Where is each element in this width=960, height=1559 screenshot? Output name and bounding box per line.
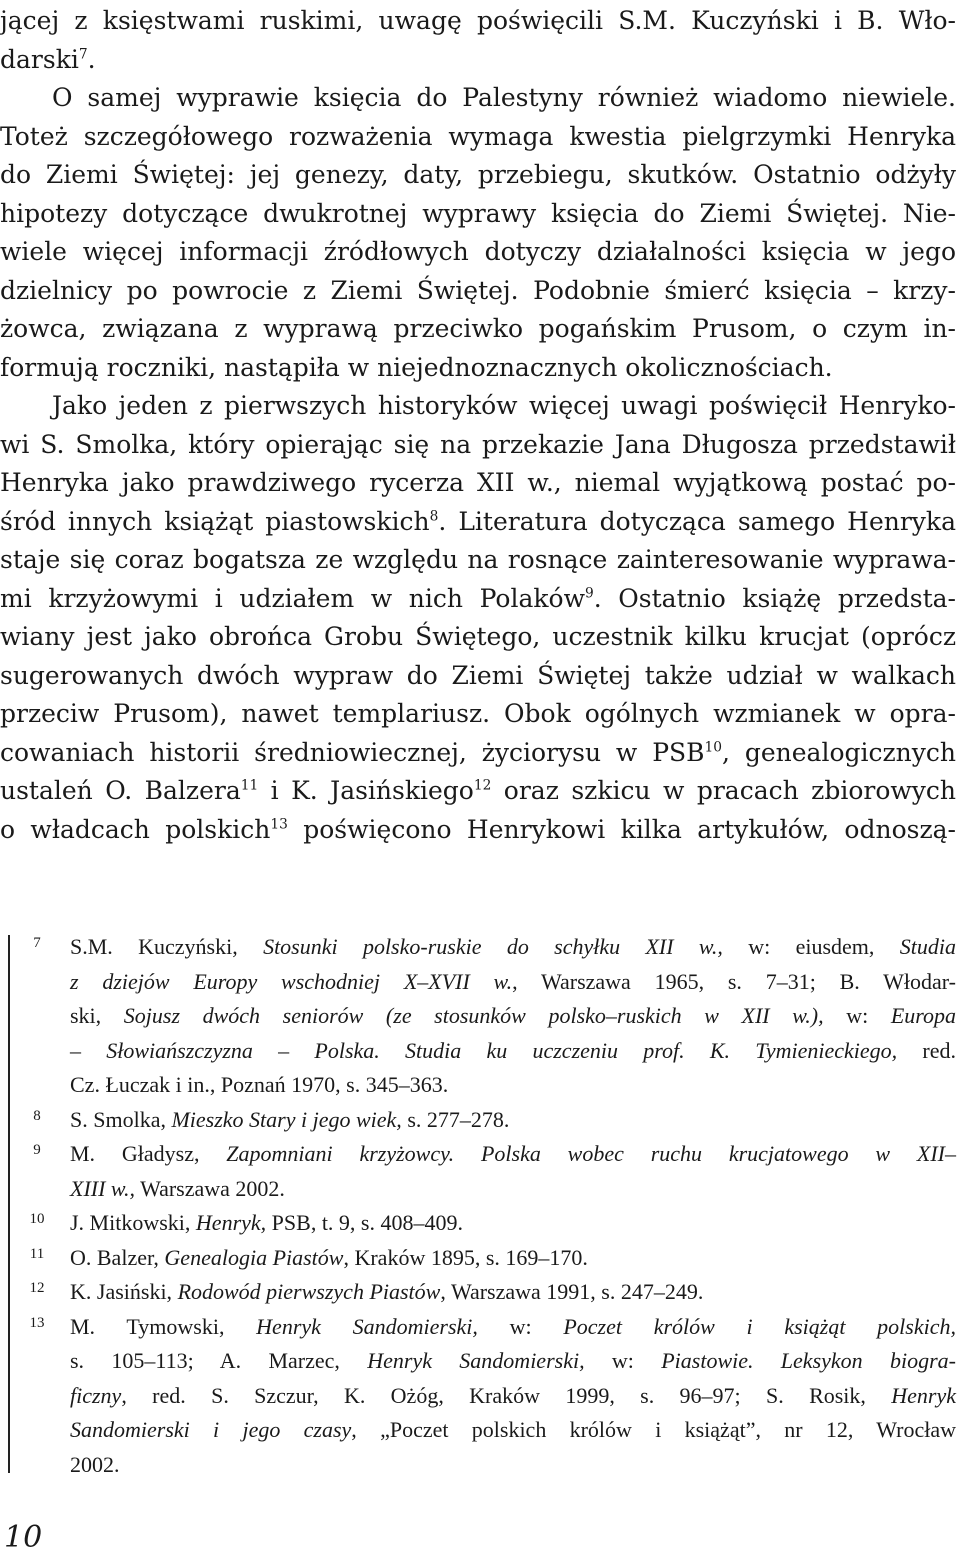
page-number: 10 — [4, 1520, 43, 1555]
footnote — [0, 1275, 956, 1310]
footnote-number: 11 — [29, 1245, 45, 1262]
body-line: formują roczniki, nastąpiła w niejednoznacznych okolicznościach. — [0, 352, 833, 382]
body-line: Henryka jako prawdziwego rycerza XII w., niemal wyjątkową postać po- — [0, 468, 956, 497]
body-line: hipotezy dotyczące dwukrotnej wyprawy księcia do Ziemi Świętej. Nie- — [0, 198, 956, 228]
body-line: ustaleń O. Balzera$^{11}$ i K. Jasińskiego$^{12}$ oraz szkicu w pracach zbiorowych — [0, 776, 956, 805]
body-line: żowca, związana z wyprawą przeciwko pogańskim Prusom, o czym in- — [0, 314, 956, 343]
body-line: dzielnicy po powrocie z Ziemi Świętej. Podobnie śmierć księcia – krzy- — [0, 275, 956, 305]
body-line: śród innych książąt piastowskich$^8$. Literatura dotycząca samego Henryka — [0, 506, 956, 536]
footnote-number: 9 — [33, 1142, 41, 1158]
body-line: staje się coraz bogatsza ze względu na rosnące zainteresowanie wyprawa- — [0, 545, 956, 574]
body-line: wiele więcej informacji źródłowych dotyczy działalności księcia w jego — [0, 237, 956, 266]
body-line: wi S. Smolka, który opierając się na przekazie Jana Długosza przedstawił — [0, 429, 956, 459]
footnote — [0, 1103, 956, 1138]
footnote — [0, 1310, 956, 1483]
body-line: Toteż szczegółowego rozważenia wymaga kwestia pielgrzymki Henryka — [0, 121, 956, 151]
body-line: Jako jeden z pierwszych historyków więcej uwagi poświęcił Henryko- — [52, 391, 956, 420]
footnote-ref: 9 — [584, 585, 594, 602]
footnote-ref: 13 — [270, 816, 288, 833]
footnote-ref: 8 — [429, 508, 439, 525]
footnote-ref: 12 — [473, 777, 492, 794]
footnote — [0, 1137, 956, 1206]
footnote-ref: 10 — [704, 739, 723, 756]
footnote-ref: 11 — [240, 777, 259, 794]
footnote-ref: 7 — [78, 46, 88, 63]
footnote-number: 7 — [33, 935, 41, 951]
body-line: darski$^7$. — [0, 44, 96, 74]
body-line: O samej wyprawie księcia do Palestyny również wiadomo niewiele. — [52, 83, 956, 112]
body-line: o władcach polskich$^{13}$ poświęcono Henrykowi kilka artykułów, odnoszą- — [0, 814, 956, 844]
footnote-text: O. Balzer, Genealogia Piastów, Kraków 1895, s. 169–170. — [70, 1244, 588, 1270]
body-line: wiany jest jako obrońca Grobu Świętego, uczestnik kilku krucjat (oprócz — [0, 622, 956, 651]
body-line: sugerowanych dwóch wypraw do Ziemi Świętej także udział w walkach — [0, 660, 956, 690]
body-line: cowaniach historii średniowiecznej, życiorysu w PSB$^{10}$, genealogicznych — [0, 737, 956, 767]
footnote-text: S. Smolka, Mieszko Stary i jego wiek, s. 277–278. — [70, 1106, 510, 1132]
footnote-number: 13 — [29, 1314, 45, 1331]
footnote-text: S.M. Kuczyński, Stosunki polsko-ruskie do schyłku XII w., w: eiusdem, Studia z dziejów Europy wschodniej X–XVII w., Warszawa 1965, s. 7–31; B. Włodar- ski, Sojusz dwóch seniorów (ze stosunków polsko–ruskich w XII w.), w: Europa – Słowiańszczyzna – Polska. Studia ku uczczeniu prof. K. Tymienieckiego, red. Cz. Łuczak i in., Poznań 1970, s. 345–363. — [70, 934, 957, 1097]
footnote-text: M. Gładysz, Zapomniani krzyżowcy. Polska wobec ruchu krucjatowego w XII– XIII w., Warszawa 2002. — [70, 1141, 956, 1201]
footnote-text: M. Tymowski, Henryk Sandomierski, w: Poczet królów i książąt polskich, s. 105–113; A. Marzec, Henryk Sandomierski, w: Piastowie. Leksykon biogra- ficzny, red. S. Szczur, K. Ożóg, Kraków 1999, s. 96–97; S. Rosik, Henryk Sandomierski i jego czasy, „Poczet polskich królów i książąt”, nr 12, Wrocław 2002. — [70, 1313, 956, 1477]
body-line: mi krzyżowymi i udziałem w nich Polaków$^9$. Ostatnio książę przedsta- — [0, 583, 956, 613]
footnote — [0, 1206, 956, 1241]
body-text — [0, 2, 956, 849]
footnote-number: 12 — [29, 1280, 45, 1296]
footnote — [0, 930, 956, 1103]
body-line: do Ziemi Świętej: jej genezy, daty, przebiegu, skutków. Ostatnio odżyły — [0, 160, 956, 189]
footnote-number: 8 — [33, 1107, 41, 1124]
body-line: jącej z księstwami ruskimi, uwagę poświęcili S.M. Kuczyński i B. Wło- — [0, 6, 956, 35]
footnote-number: 10 — [29, 1211, 45, 1227]
body-line: przeciw Prusom), nawet templariusz. Obok ogólnych wzmianek w opra- — [0, 699, 956, 728]
footnote-text: K. Jasiński, Rodowód pierwszych Piastów, Warszawa 1991, s. 247–249. — [70, 1279, 704, 1304]
footnote-text: J. Mitkowski, Henryk, PSB, t. 9, s. 408–409. — [70, 1210, 463, 1235]
footnotes — [0, 930, 956, 1482]
footnote — [0, 1241, 956, 1276]
